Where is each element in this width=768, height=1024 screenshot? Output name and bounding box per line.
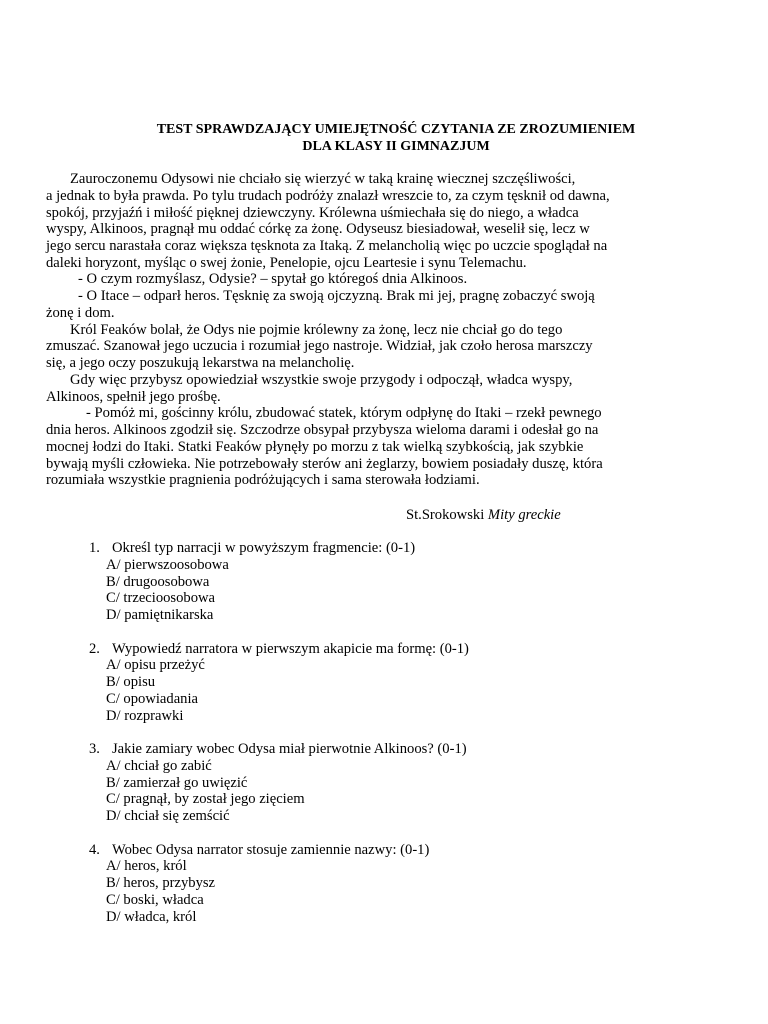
answer-option: B/ opisu	[106, 674, 156, 690]
answer-option: C/ boski, władca	[106, 892, 204, 908]
question-number: 1.	[89, 540, 100, 556]
passage-line: zmuszać. Szanował jego uczucia i rozumiał jego nastroje. Widział, jak czoło herosa marszczy	[46, 338, 593, 354]
passage-line: - Pomóż mi, gościnny królu, zbudować statek, którym odpłynę do Itaki – rzekł pewnego	[86, 405, 602, 421]
answer-option: A/ heros, król	[106, 858, 187, 874]
passage-line: jego sercu narastała coraz większa tęsknota za Itaką. Z melancholią więc po uczcie spoglądał na	[46, 238, 608, 254]
question-text	[89, 741, 467, 758]
answer-option: C/ trzecioosobowa	[106, 590, 216, 606]
passage-line: - O czym rozmyślasz, Odysie? – spytał go któregoś dnia Alkinoos.	[78, 271, 468, 287]
answer-option: C/ pragnął, by został jego zięciem	[106, 791, 305, 807]
question-text	[89, 540, 415, 557]
passage-line: - O Itace – odparł heros. Tęsknię za swoją ojczyzną. Brak mi jej, pragnę zobaczyć swoją	[78, 288, 595, 304]
passage-line: Zauroczonemu Odysowi nie chciało się wierzyć w taką krainę wiecznej szczęśliwości,	[70, 171, 576, 187]
book-title: Mity greckie	[487, 507, 561, 523]
answer-option: D/ rozprawki	[106, 708, 184, 724]
answer-option: A/ pierwszoosobowa	[106, 557, 229, 573]
question-label: Wobec Odysa narrator stosuje zamiennie nazwy: (0-1)	[112, 842, 430, 858]
passage-line: mocnej łodzi do Itaki. Statki Feaków płynęły po morzu z tak wielką szybkością, jak szybkie	[46, 439, 584, 455]
passage-line: żonę i dom.	[46, 305, 115, 321]
answer-option: D/ chciał się zemścić	[106, 808, 230, 824]
author-name: St.Srokowski	[406, 507, 485, 523]
passage-line: bywają myśli człowieka. Nie potrzebowały sterów ani żeglarzy, bowiem posiadały duszę, która	[46, 456, 603, 472]
passage-line: rozumiała wszystkie pragnienia podróżujących i sama sterowała łodziami.	[46, 472, 480, 488]
passage-line: Gdy więc przybysz opowiedział wszystkie swoje przygody i odpoczął, władca wyspy,	[70, 372, 573, 388]
question-text	[89, 641, 469, 658]
answer-option: B/ drugoosobowa	[106, 574, 210, 590]
passage-line: się, a jego oczy poszukują lekarstwa na melancholię.	[46, 355, 355, 371]
answer-option: B/ heros, przybysz	[106, 875, 216, 891]
answer-option: D/ władca, król	[106, 909, 197, 925]
answer-option: C/ opowiadania	[106, 691, 199, 707]
question-label: Wypowiedź narratora w pierwszym akapicie ma formę: (0-1)	[112, 641, 469, 657]
question-text	[89, 842, 429, 859]
answer-option: A/ chciał go zabić	[106, 758, 212, 774]
passage-line: spokój, przyjaźń i miłość pięknej dziewczyny. Królewna uśmiechała się do niego, a władca	[46, 205, 579, 221]
question-number: 3.	[89, 741, 100, 757]
answer-option: B/ zamierzał go uwięzić	[106, 775, 248, 791]
question-label: Jakie zamiary wobec Odysa miał pierwotnie Alkinoos? (0-1)	[112, 741, 467, 757]
passage-line: wyspy, Alkinoos, pragnął mu oddać córkę za żonę. Odyseusz biesiadował, weselił się, lecz w	[46, 221, 590, 237]
document-title-line-1: TEST SPRAWDZAJĄCY UMIEJĘTNOŚĆ CZYTANIA ZE ZROZUMIENIEM	[156, 122, 636, 137]
answer-option: A/ opisu przeżyć	[106, 657, 205, 673]
passage-line: Alkinoos, spełnił jego prośbę.	[46, 389, 221, 405]
document-title-line-2: DLA KLASY II GIMNAZJUM	[302, 139, 490, 154]
passage-line: a jednak to była prawda. Po tylu trudach podróży znalazł wreszcie to, za czym tęsknił od dawna,	[46, 188, 610, 204]
question-number: 4.	[89, 842, 100, 858]
source-citation	[406, 507, 561, 524]
passage-line: daleki horyzont, myśląc o swej żonie, Penelopie, ojcu Leartesie i synu Telemachu.	[46, 255, 527, 271]
answer-option: D/ pamiętnikarska	[106, 607, 214, 623]
passage-line: Król Feaków bolał, że Odys nie pojmie królewny za żonę, lecz nie chciał go do tego	[70, 322, 563, 338]
question-number: 2.	[89, 641, 100, 657]
passage-line: dnia heros. Alkinoos zgodził się. Szczodrze obsypał przybysza wieloma darami i odesłał go na	[46, 422, 599, 438]
question-label: Określ typ narracji w powyższym fragmencie: (0-1)	[112, 540, 416, 556]
